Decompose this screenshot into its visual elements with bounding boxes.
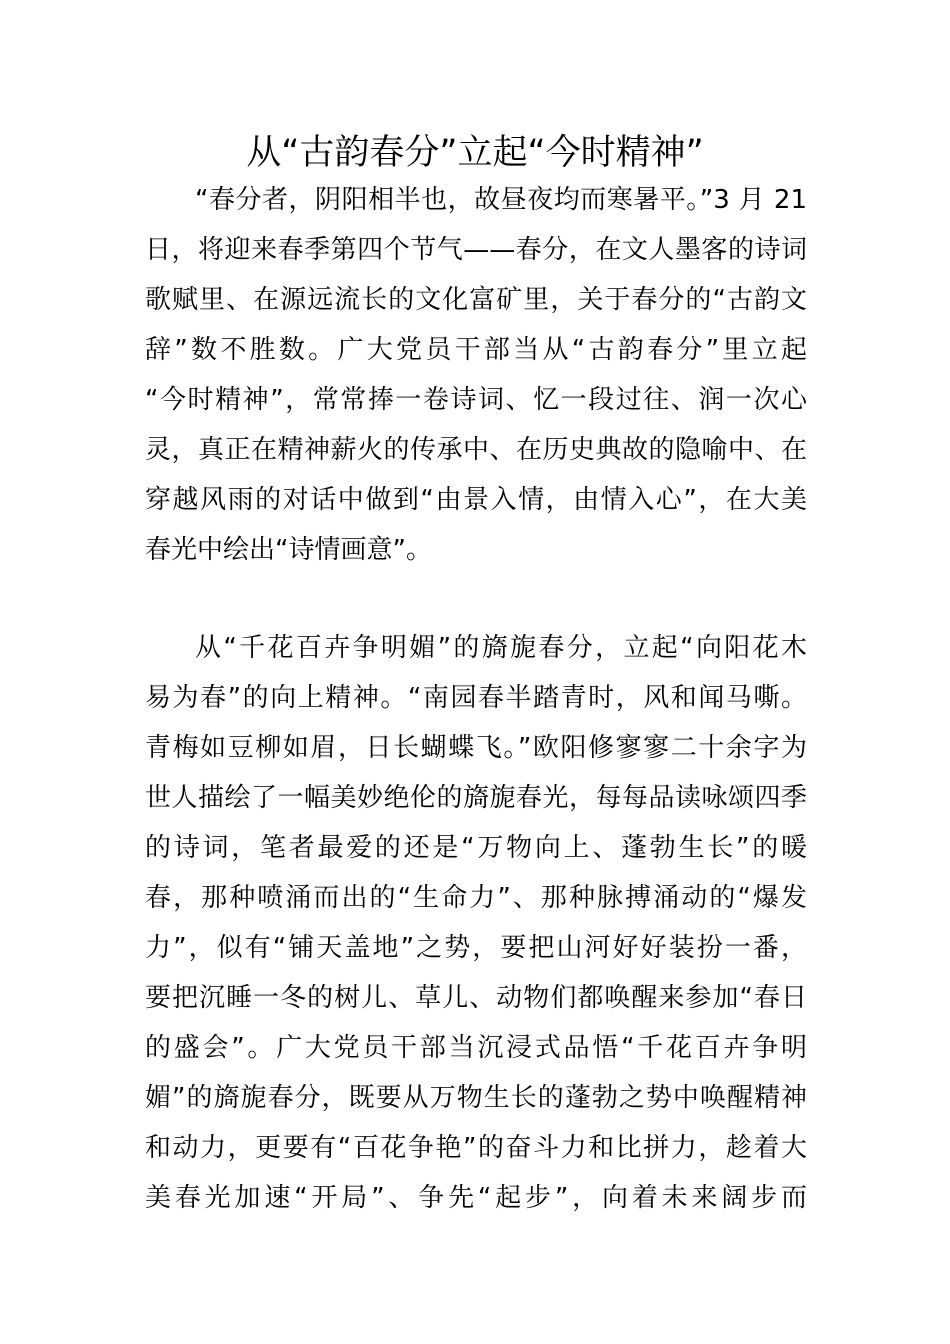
text-line: “今时精神”，常常捧一卷诗词、忆一段过往、润一次心 (145, 385, 807, 415)
text-line: 和动力，更要有“百花争艳”的奋斗力和比拼力，趁着大 (145, 1133, 807, 1163)
text-line: 从“千花百卉争明媚”的旖旎春分，立起“向阳花木 (195, 633, 807, 663)
text-line: 易为春”的向上精神。“南园春半踏青时，风和闻马嘶。 (145, 683, 807, 713)
text-line: 青梅如豆柳如眉，日长蝴蝶飞。”欧阳修寥寥二十余字为 (145, 733, 807, 763)
text-line: 辞”数不胜数。广大党员干部当从“古韵春分”里立起 (145, 335, 807, 365)
text-line: 世人描绘了一幅美妙绝伦的旖旎春光，每每品读咏颂四季 (145, 783, 807, 813)
text-line: “春分者，阴阳相半也，故昼夜均而寒暑平。”3 月 21 (195, 185, 807, 215)
paragraph-2 (145, 623, 807, 1223)
text-line: 要把沉睡一冬的树儿、草儿、动物们都唤醒来参加“春日 (145, 983, 807, 1013)
text-line: 穿越风雨的对话中做到“由景入情，由情入心”，在大美 (145, 485, 807, 515)
text-line: 日，将迎来春季第四个节气——春分，在文人墨客的诗词 (145, 235, 807, 265)
text-line: 春，那种喷涌而出的“生命力”、那种脉搏涌动的“爆发 (145, 883, 807, 913)
text-line: 灵，真正在精神薪火的传承中、在历史典故的隐喻中、在 (145, 435, 807, 465)
text-line: 的诗词，笔者最爱的还是“万物向上、蓬勃生长”的暖 (145, 833, 807, 863)
document-title: 从“古韵春分”立起“今时精神” (246, 133, 704, 173)
text-line: 美春光加速“开局”、争先“起步”，向着未来阔步而 (145, 1183, 807, 1213)
text-line: 媚”的旖旎春分，既要从万物生长的蓬勃之势中唤醒精神 (145, 1083, 807, 1113)
text-line: 歌赋里、在源远流长的文化富矿里，关于春分的“古韵文 (145, 285, 807, 315)
paragraph-1 (145, 175, 807, 575)
text-line: 春光中绘出“诗情画意”。 (145, 535, 432, 565)
text-line: 的盛会”。广大党员干部当沉浸式品悟“千花百卉争明 (145, 1033, 807, 1063)
text-line: 力”，似有“铺天盖地”之势，要把山河好好装扮一番， (145, 933, 807, 963)
